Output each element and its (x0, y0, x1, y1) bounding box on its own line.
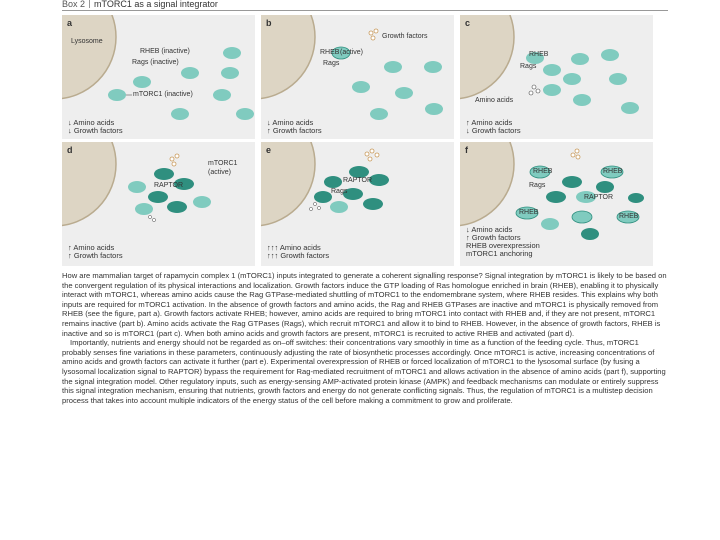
title-separator (89, 0, 90, 8)
rheb-label: RHEB (inactive) (140, 48, 190, 55)
rheb-label: RHEB (603, 168, 623, 175)
rheb-label: RHEB (619, 213, 639, 220)
mtorc1-complex (108, 89, 126, 101)
rheb-state-label: (active) (340, 49, 363, 56)
panel-f (460, 142, 653, 266)
footer-line: RHEB overexpression (466, 241, 540, 250)
box-text (62, 271, 668, 405)
raptor-label: RAPTOR (154, 182, 184, 189)
rheb-label: RHEB (533, 168, 553, 175)
rags-label: Rags (520, 63, 537, 70)
panel-f-footer (466, 226, 540, 258)
raptor-label: RAPTOR (584, 194, 614, 201)
footer-line: ↑↑↑ Growth factors (267, 251, 330, 260)
box-title-bar (62, 0, 668, 11)
mtorc1-label: mTORC1 (208, 160, 238, 167)
lysosome-label: Lysosome (71, 38, 103, 45)
box-figure (62, 0, 668, 270)
footer-line: ↑ Growth factors (267, 126, 322, 135)
panel-d-footer (68, 244, 123, 260)
footer-line: ↑ Amino acids (466, 118, 513, 127)
growth-factors-label: Growth factors (382, 33, 428, 40)
rheb-label: RHEB (529, 51, 549, 58)
footer-line: ↑↑↑ Amino acids (267, 243, 321, 252)
box-title: mTORC1 as a signal integrator (94, 0, 218, 9)
footer-line: ↓ Amino acids (466, 225, 513, 234)
panel-b-letter: b (266, 18, 272, 28)
rags-label: Rags (323, 60, 340, 67)
panel-c-footer (466, 119, 521, 135)
panel-a (62, 15, 255, 139)
footer-line: ↓ Amino acids (68, 118, 115, 127)
panel-d-letter: d (67, 145, 73, 155)
footer-line: ↑ Growth factors (466, 233, 521, 242)
footer-line: ↓ Growth factors (68, 126, 123, 135)
box-number: Box 2 (62, 0, 86, 9)
raptor-label: RAPTOR (343, 177, 373, 184)
rheb-label: RHEB (519, 209, 539, 216)
panel-a-footer (68, 119, 123, 135)
panel-e-footer (267, 244, 329, 260)
panel-e (261, 142, 454, 266)
panel-c (460, 15, 653, 139)
panel-a-letter: a (67, 18, 73, 28)
footer-line: ↓ Growth factors (466, 126, 521, 135)
footer-line: ↑ Growth factors (68, 251, 123, 260)
footer-line: ↓ Amino acids (267, 118, 314, 127)
mtorc1-label: mTORC1 (inactive) (133, 91, 193, 98)
panel-f-letter: f (465, 145, 468, 155)
panel-e-letter: e (266, 145, 272, 155)
rags-label: Rags (529, 182, 546, 189)
amino-acids-label: Amino acids (475, 97, 514, 104)
paragraph: Importantly, nutrients and energy should not be regarded as on–off switches: their concentrations vary smoothly in time as a function of the feeding cycle. Thus, mTORC1 probably senses fine variations in these parameters, continuously adjusting the rate of biosynthetic processes accordingly. Once mTORC1 is active, increasing concentrations of amino acids and growth factors can activate it further (part e). Experimental overexpression of RHEB or forced localization of mTORC1 to the lysosomal surface (by fusing a lysosomal localization signal to RAPTOR) bypass the requirement for Rag-mediated recruitment of mTORC1 and allows activation in the absence of amino acids (part f), supporting the signal integration model. Other regulatory inputs, such as energy-sensing AMP-activated protein kinase (AMPK) and feedback mechanisms can modulate or entirely suppress this signal integration mechanism, ensuring that nutrients, growth factors and energy do not generate conflicting signals. Thus, the regulation of mTORC1 is a multistep decision process that takes into account multiple indicators of the energy status of the cell before making a commitment to grow and proliferate. (62, 338, 666, 405)
rags-label: Rags (inactive) (132, 59, 179, 66)
footer-line: mTORC1 anchoring (466, 249, 533, 258)
panel-c-letter: c (465, 18, 471, 28)
paragraph: How are mammalian target of rapamycin complex 1 (mTORC1) inputs integrated to generate a coherent signalling response? Signal integration by mTORC1 is likely to be based on the convergent regulation of its physical interactions and localization. Growth factors induce the GTP loading of Ras homologue enriched in brain (RHEB), enabling it to physically interact with mTORC1, whereas amino acids cause the Rag GTPase-mediated shuttling of mTORC1 to the endomembrane system, where RHEB resides. This explains why both inputs are required for mTORC1 activation. In the absence of growth factors and amino acids, the Rag and RHEB GTPases are inactive and mTORC1 is physically removed from RHEB (see the figure, part a). Growth factors activate RHEB; however, amino acids are required to bring mTORC1 into contact with RHEB and, if they are not present, mTORC1 remains inactive (part b). Amino acids activate the Rag GTPases (Rags), which recruit mTORC1 and allow it to bind to RHEB. However, in the absence of growth factors, RHEB is inactive and so is mTORC1 (part c). When both amino acids and growth factors are present, mTORC1 is recruited to active RHEB and activated (part d). (62, 271, 667, 338)
rags-label: Rags (331, 188, 348, 195)
panel-b (261, 15, 454, 139)
panel-d (62, 142, 255, 266)
panel-b-footer (267, 119, 322, 135)
rheb-label: RHEB (320, 49, 340, 56)
active-label: (active) (208, 169, 231, 176)
footer-line: ↑ Amino acids (68, 243, 115, 252)
